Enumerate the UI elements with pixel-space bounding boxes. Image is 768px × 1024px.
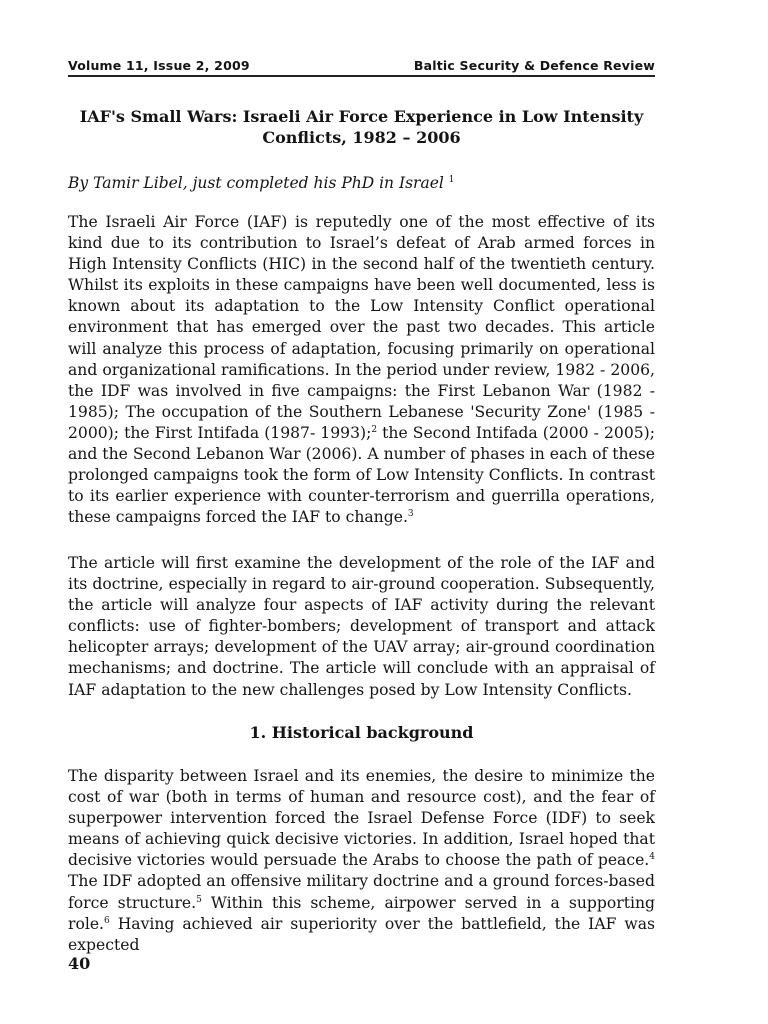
paragraph-background bbox=[68, 766, 655, 956]
paragraph-text: The Israeli Air Force (IAF) is reputedly one of the most effective of its kind due to its contribution to Israel’s defeat of Arab armed forces in High Intensity Conflicts (HIC) in the second half of the twentieth century. Whilst its exploits in these campaigns have been well documented, less is known about its adaptation to the Low Intensity Conflict operational environment that has emerged over the past two decades. This article will analyze this process of adaptation, focusing primarily on operational and organizational ramifications. In the period under review, 1982 - 2006, the IDF was involved in five campaigns: the First Lebanon War (1982 - 1985); The occupation of the Southern Lebanese 'Security Zone' (1985 - 2000); the First Intifada (1987- 1993); bbox=[68, 213, 655, 442]
section-heading: 1. Historical background bbox=[249, 723, 474, 742]
paragraph-text: Within this scheme, airpower served in a supporting role. bbox=[68, 893, 655, 933]
running-header bbox=[68, 57, 655, 77]
paragraph-intro bbox=[68, 212, 655, 528]
footnote-ref: 3 bbox=[407, 509, 414, 520]
byline-text: By Tamir Libel, just completed his PhD in Israel bbox=[68, 174, 444, 193]
paragraph-text: The disparity between Israel and its enemies, the desire to minimize the cost of war (both in terms of human and resource cost), and the fear of superpower intervention forced the Israel Defense Force (IDF) to seek means of achieving quick decisive victories. In addition, Israel hoped that decisive victories would persuade the Arabs to choose the path of peace. bbox=[68, 767, 655, 870]
volume-issue: Volume 11, Issue 2, 2009 bbox=[68, 58, 250, 73]
paragraph-text: The IDF adopted an offensive military doctrine and a ground forces-based force structure. bbox=[68, 872, 655, 912]
paragraph-text: the Second Intifada (2000 - 2005); and the Second Lebanon War (2006). A number of phases in each of these prolonged campaigns took the form of Low Intensity Conflicts. In contrast to its earlier experience with counter-terrorism and guerrilla operations, these campaigns forced the IAF to change. bbox=[68, 423, 655, 527]
footnote-ref: 6 bbox=[104, 915, 110, 926]
footnote-ref: 5 bbox=[196, 894, 202, 905]
page-number: 40 bbox=[68, 954, 91, 973]
paragraph-text: Having achieved air superiority over the battlefield, the IAF was expected bbox=[68, 914, 655, 954]
author-byline bbox=[68, 170, 655, 194]
journal-name: Baltic Security & Defence Review bbox=[413, 58, 655, 73]
footnote-ref: 4 bbox=[649, 852, 655, 863]
footnote-ref: 2 bbox=[371, 424, 378, 435]
article-title: IAF's Small Wars: Israeli Air Force Experience in Low Intensity Conflicts, 1982 – 2006 bbox=[79, 107, 644, 147]
footnote-ref: 1 bbox=[448, 175, 455, 185]
paragraph-outline: The article will first examine the development of the role of the IAF and its doctrine, especially in regard to air-ground cooperation. Subsequently, the article will analyze four aspects of IAF activity during the relevant conflicts: use of fighter-bombers; development of transport and attack helicopter arrays; development of the UAV array; air-ground coordination mechanisms; and doctrine. The article will conclude with an appraisal of IAF adaptation to the new challenges posed by Low Intensity Conflicts. bbox=[68, 554, 655, 699]
